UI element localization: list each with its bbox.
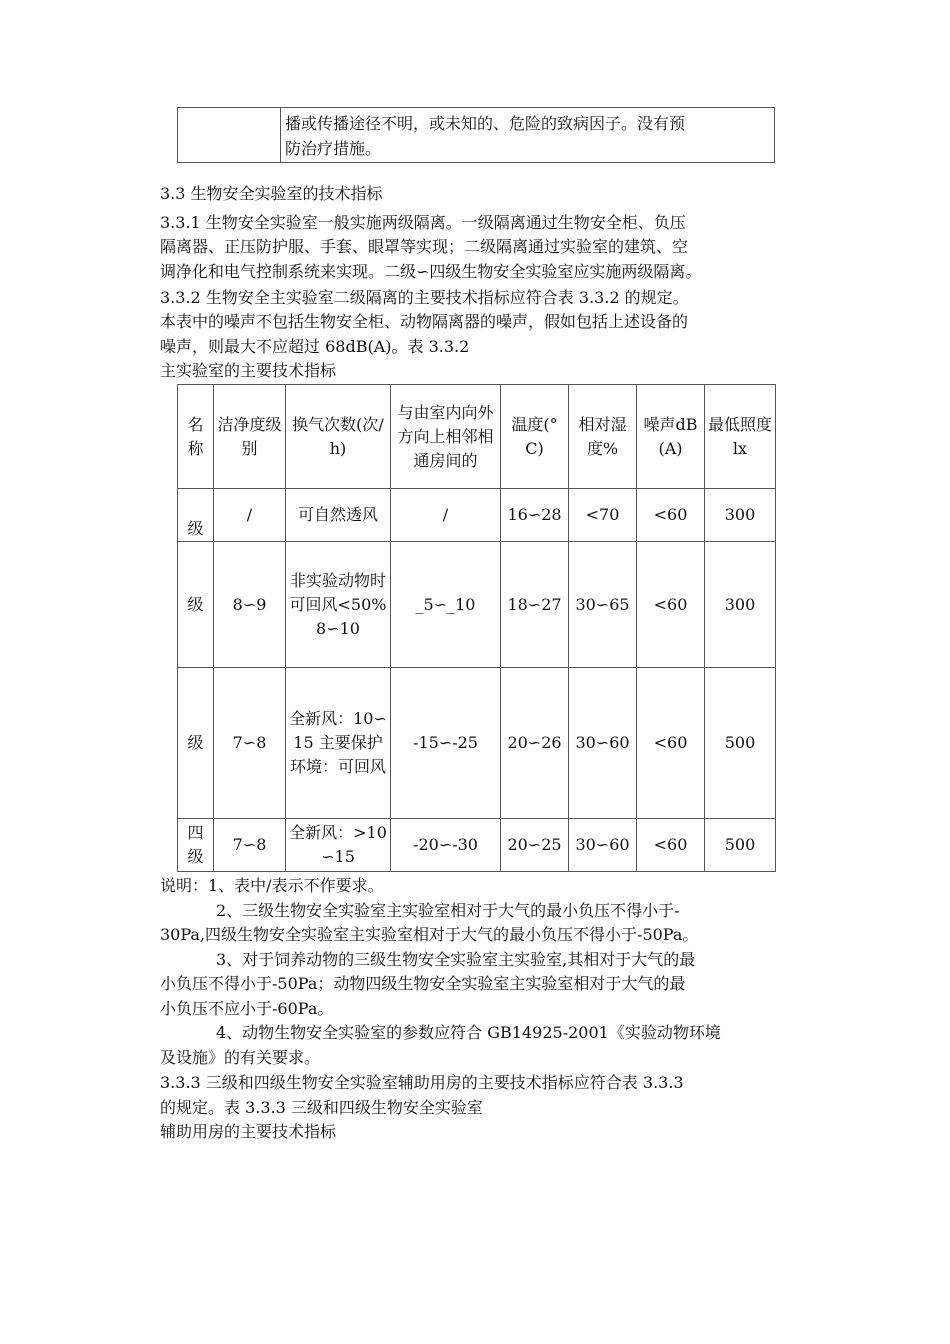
table-cell: 7∽8 [214,668,286,819]
table-cell: 300 [705,489,776,542]
table-cell: 8∽9 [214,542,286,668]
table-cell: 全新风：>10∽15 [286,819,391,872]
table-cell: 级 [178,489,214,542]
table-cell: 500 [705,668,776,819]
header-cell: 相对湿度% [569,385,637,489]
cell-text-line: 防治疗措施。 [285,139,382,158]
note-line: 小负压不得小于-50Pa；动物四级生物安全实验室主实验室相对于大气的最 [160,974,686,993]
table-cell: / [391,489,501,542]
table-cell: 30∽60 [569,819,637,872]
table-cell: 级 [178,542,214,668]
table-row [178,108,775,163]
header-cell: 换气次数(次/h) [286,385,391,489]
table-cell: 可自然透风 [286,489,391,542]
table-cell: <60 [637,542,705,668]
table-row [178,489,776,542]
paragraph-3-3-3-line: 3.3.3 三级和四级生物安全实验室辅助用房的主要技术指标应符合表 3.3.3 [160,1073,684,1092]
table-cell: 500 [705,819,776,872]
paragraph-3-3-3-line: 的规定。表 3.3.3 三级和四级生物安全实验室 [160,1098,483,1117]
table-cell: 18∽27 [501,542,569,668]
header-cell: 洁净度级别 [214,385,286,489]
note-line: 3、对于饲养动物的三级生物安全实验室主实验室,其相对于大气的最 [216,950,696,969]
note-line: 说明：1、表中/表示不作要求。 [160,876,384,895]
paragraph-3-3-1-line: 隔离器、正压防护服、手套、眼罩等实现；二级隔离通过实验室的建筑、空 [160,237,689,256]
table-cell: 非实验动物时可回风<50%8∽10 [286,542,391,668]
table-caption: 主实验室的主要技术指标 [160,361,337,380]
note-line: 及设施》的有关要求。 [160,1048,321,1067]
table-cell-description [281,108,775,163]
table-cell: <60 [637,489,705,542]
table-cell: 级 [178,668,214,819]
table-cell: 300 [705,542,776,668]
paragraph-3-3-2-line: 本表中的噪声不包括生物安全柜、动物隔离器的噪声，假如包括上述设备的 [160,312,689,331]
note-line: 30Pa,四级生物安全实验室主实验室相对于大气的最小负压不得小于-50Pa。 [160,925,699,944]
table-cell: 20∽25 [501,819,569,872]
table-cell: <60 [637,668,705,819]
section-title: 3.3 生物安全实验室的技术指标 [160,184,383,203]
table-row [178,542,776,668]
header-cell: 最低照度 lx [705,385,776,489]
continuation-table [177,107,775,163]
paragraph-3-3-2-line: 噪声，则最大不应超过 68dB(A)。表 3.3.2 [160,337,470,356]
table-cell: 30∽60 [569,668,637,819]
paragraph-3-3-1-line: 调净化和电气控制系统来实现。二级∽四级生物安全实验室应实施两级隔离。 [160,262,702,281]
table-header-row [178,385,776,489]
table-cell: -15∽-25 [391,668,501,819]
cell-text-line: 播或传播途径不明，或未知的、危险的致病因子。没有预 [285,114,686,133]
header-cell: 与由室内向外方向上相邻相通房间的 [391,385,501,489]
note-line: 小负压不应小于-60Pa。 [160,999,334,1018]
header-cell: 噪声dB(A) [637,385,705,489]
table-cell: -20∽-30 [391,819,501,872]
table-cell: / [214,489,286,542]
table-cell: <70 [569,489,637,542]
table-cell: 四级 [178,819,214,872]
note-line: 2、三级生物安全实验室主实验室相对于大气的最小负压不得小于- [216,901,680,920]
table-cell: 7∽8 [214,819,286,872]
table-cell: _5∽_10 [391,542,501,668]
table-cell-empty [178,108,281,163]
table-caption: 辅助用房的主要技术指标 [160,1122,337,1141]
table-cell: 16∽28 [501,489,569,542]
header-cell: 温度(° C) [501,385,569,489]
table-cell: 20∽26 [501,668,569,819]
table-cell: 全新风：10∽15 主要保护环境：可回风 [286,668,391,819]
paragraph-3-3-2-line: 3.3.2 生物安全主实验室二级隔离的主要技术指标应符合表 3.3.2 的规定。 [160,288,689,307]
table-cell: 30∽65 [569,542,637,668]
main-lab-indicators-table [177,384,776,872]
table-row [178,668,776,819]
table-cell: <60 [637,819,705,872]
header-cell: 名称 [178,385,214,489]
table-row [178,819,776,872]
paragraph-3-3-1-line: 3.3.1 生物安全实验室一般实施两级隔离。一级隔离通过生物安全柜、负压 [160,213,686,232]
note-line: 4、动物生物安全实验室的参数应符合 GB14925-2001《实验动物环境 [216,1023,721,1042]
